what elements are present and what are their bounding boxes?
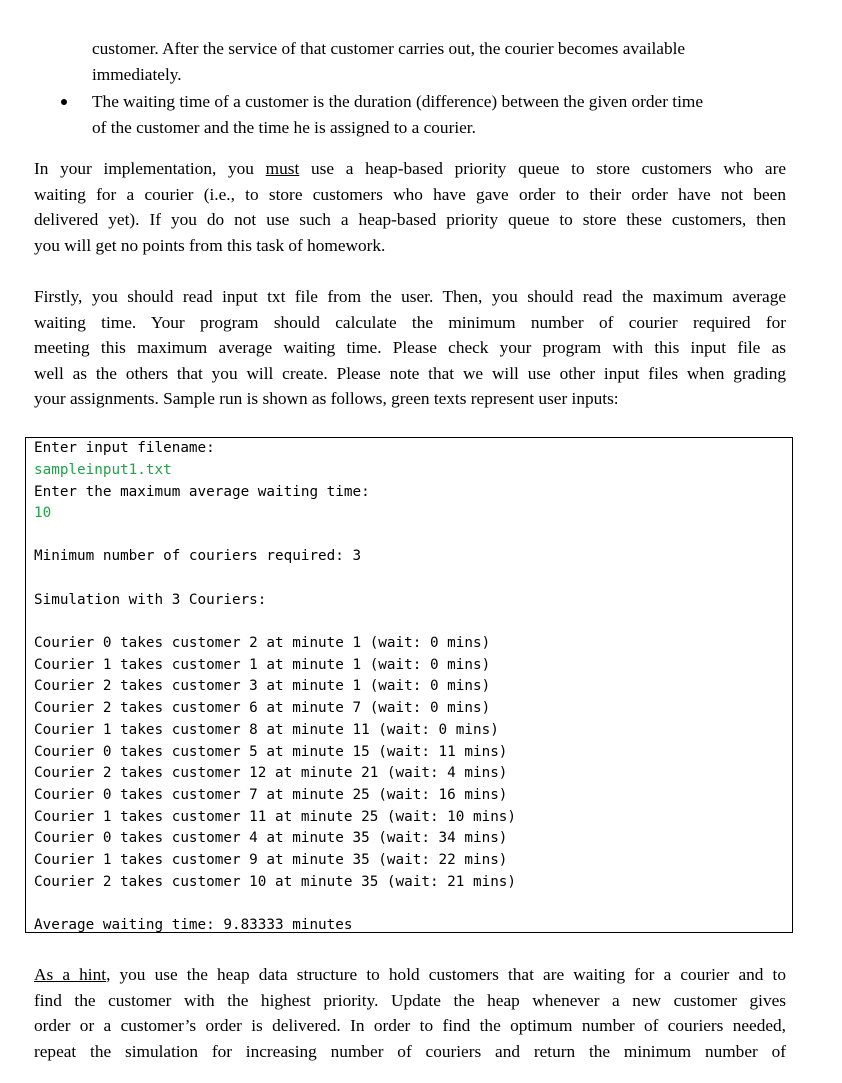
text-line: find the customer with the highest priority. Update the heap whenever a new customer gives bbox=[34, 990, 786, 1010]
console-event-line: Courier 1 takes customer 1 at minute 1 (wait: 0 mins) bbox=[34, 657, 491, 673]
console-prompt-filename: Enter input filename: bbox=[34, 440, 215, 456]
text-segment: use a heap-based priority queue to store customers who are bbox=[299, 159, 786, 178]
bullet-item bbox=[0, 89, 842, 140]
text-line: order or a customer’s order is delivered. In order to find the optimum number of couriers needed, bbox=[34, 1016, 786, 1035]
text-line: The waiting time of a customer is the duration (difference) between the given order time bbox=[92, 92, 704, 111]
console-event-line: Courier 1 takes customer 9 at minute 35 (wait: 22 mins) bbox=[34, 852, 508, 868]
console-average: Average waiting time: 9.83333 minutes bbox=[34, 917, 353, 933]
console-event-line: Courier 0 takes customer 2 at minute 1 (wait: 0 mins) bbox=[34, 635, 491, 651]
text-line bbox=[34, 962, 786, 988]
console-event-line: Courier 2 takes customer 12 at minute 21 (wait: 4 mins) bbox=[34, 765, 508, 781]
text-line: waiting time. Your program should calculate the minimum number of courier required for bbox=[34, 312, 786, 332]
console-event-line: Courier 2 takes customer 10 at minute 35 (wait: 21 mins) bbox=[34, 874, 517, 890]
console-event-line: Courier 0 takes customer 5 at minute 15 (wait: 11 mins) bbox=[34, 744, 508, 760]
text-line: meeting this maximum average waiting time. Please check your program with this input file as bbox=[34, 338, 786, 357]
console-event-line: Courier 1 takes customer 8 at minute 11 (wait: 0 mins) bbox=[34, 722, 499, 738]
text-line: waiting for a courier (i.e., to store customers who have gave order to their order have not been bbox=[34, 184, 786, 204]
text-line: of the customer and the time he is assigned to a courier. bbox=[92, 117, 476, 137]
bullet-list bbox=[0, 36, 842, 140]
text-line: your assignments. Sample run is shown as follows, green texts represent user inputs: bbox=[34, 389, 619, 408]
console-event-line: Courier 0 takes customer 4 at minute 35 (wait: 34 mins) bbox=[34, 830, 508, 846]
console-event-line: Courier 2 takes customer 3 at minute 1 (wait: 0 mins) bbox=[34, 678, 491, 694]
text-line: Firstly, you should read input txt file from the user. Then, you should read the maximum average bbox=[34, 287, 786, 306]
underlined-text: As a hint bbox=[34, 965, 107, 984]
paragraph-hint bbox=[34, 962, 786, 1064]
console-event-line: Courier 2 takes customer 6 at minute 7 (wait: 0 mins) bbox=[34, 700, 491, 716]
text-line: immediately. bbox=[92, 64, 182, 84]
text-line: you will get no points from this task of homework. bbox=[34, 235, 386, 255]
text-segment: In your implementation, you bbox=[34, 159, 266, 178]
bullet-text bbox=[92, 89, 792, 140]
console-simulation-header: Simulation with 3 Couriers: bbox=[34, 592, 267, 608]
sample-run-console bbox=[25, 437, 793, 933]
console-prompt-wait: Enter the maximum average waiting time: bbox=[34, 484, 370, 500]
underlined-text: must bbox=[265, 159, 300, 178]
text-line: delivered yet). If you do not use such a heap-based priority queue to store these customers, then bbox=[34, 210, 786, 229]
text-line: well as the others that you will create. Please note that we will use other input files when grading bbox=[34, 363, 786, 383]
console-event-line: Courier 1 takes customer 11 at minute 25 (wait: 10 mins) bbox=[34, 809, 517, 825]
paragraph-instructions bbox=[34, 284, 786, 412]
console-min-couriers: Minimum number of couriers required: 3 bbox=[34, 548, 362, 564]
console-event-line: Courier 0 takes customer 7 at minute 25 (wait: 16 mins) bbox=[34, 787, 508, 803]
bullet-item bbox=[0, 36, 842, 87]
paragraph-heap-requirement bbox=[34, 156, 786, 258]
bullet-text bbox=[92, 36, 792, 87]
console-input-filename: sampleinput1.txt bbox=[34, 462, 172, 478]
console-input-wait: 10 bbox=[34, 505, 52, 521]
text-line: customer. After the service of that customer carries out, the courier becomes available bbox=[92, 39, 686, 58]
bullet-dot-icon bbox=[61, 99, 67, 105]
text-segment: , you use the heap data structure to hold customers that are waiting for a courier and to bbox=[106, 965, 786, 984]
text-line: repeat the simulation for increasing number of couriers and return the minimum number of bbox=[34, 1041, 786, 1061]
text-line bbox=[34, 156, 786, 182]
